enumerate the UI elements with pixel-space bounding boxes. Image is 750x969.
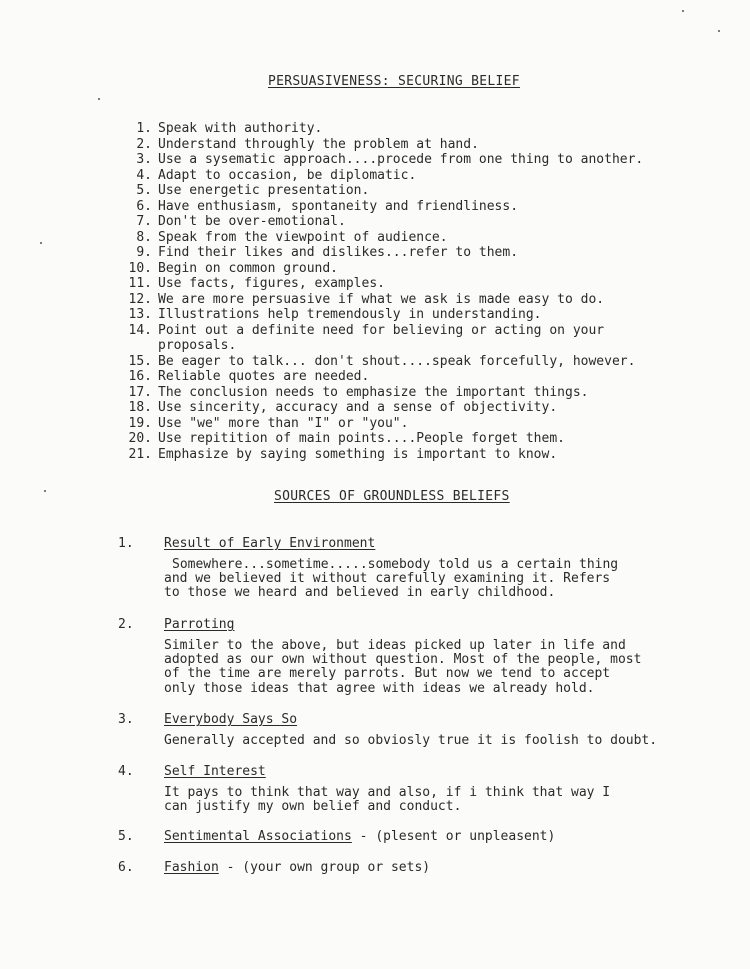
persuasiveness-title: PERSUASIVENESS: SECURING BELIEF — [268, 74, 520, 89]
scan-speck — [98, 98, 100, 100]
section-body — [164, 786, 744, 814]
section-heading-note: - (your own group or sets) — [218, 860, 431, 875]
section-body-line: It pays to think that way and also, if i think that way I — [164, 785, 611, 800]
list-item-number: 7. — [136, 214, 152, 229]
list-item-text: Be eager to talk... don't shout....speak forcefully, however. — [158, 353, 636, 369]
section-heading — [164, 712, 297, 727]
list-item-text: Begin on common ground. — [158, 260, 339, 276]
section-body — [164, 558, 744, 601]
list-item-text: Have enthusiasm, spontaneity and friendliness. — [158, 198, 519, 214]
section-heading-note: - (plesent or unpleasent) — [351, 829, 556, 844]
list-item — [104, 369, 744, 385]
list-item — [104, 447, 744, 463]
list-item-number: 20. — [128, 431, 152, 446]
section-heading-label: Everybody Says So — [164, 712, 298, 727]
list-item-number: 5. — [136, 183, 152, 198]
list-item-text: The conclusion needs to emphasize the important things. — [158, 384, 589, 400]
list-item-number: 13. — [128, 307, 152, 322]
list-item-number: 14. — [128, 322, 152, 338]
groundless-beliefs-title: SOURCES OF GROUNDLESS BELIEFS — [274, 489, 510, 504]
list-item — [104, 230, 744, 246]
list-item-text: proposals. — [158, 338, 237, 353]
list-item — [104, 199, 744, 215]
list-item-number: 6. — [136, 198, 152, 214]
section-number: 6. — [118, 860, 134, 875]
list-item — [104, 307, 744, 323]
list-item-text: Use facts, figures, examples. — [158, 276, 385, 291]
list-item-number: 8. — [136, 229, 152, 245]
list-item — [104, 183, 744, 199]
list-item — [104, 152, 744, 168]
section-number: 3. — [118, 712, 134, 727]
list-item-number: 4. — [136, 167, 152, 183]
list-item — [104, 338, 744, 354]
section-body-line: adopted as our own without question. Most of the people, most — [164, 652, 642, 668]
section-heading-label: Result of Early Environment — [164, 536, 376, 551]
list-item — [104, 323, 744, 339]
list-item-number: 17. — [128, 384, 152, 400]
list-item — [104, 121, 744, 137]
list-item-number: 3. — [136, 152, 152, 167]
section-body — [164, 639, 744, 696]
list-item — [104, 276, 744, 292]
list-item-text: Emphasize by saying something is important to know. — [158, 446, 558, 462]
section-heading — [164, 829, 555, 844]
list-item-text: Use a sysematic approach....procede from one thing to another. — [158, 152, 644, 167]
list-item-number: 18. — [128, 400, 152, 415]
section-heading — [164, 536, 375, 551]
list-item — [104, 354, 744, 370]
list-item-number: 10. — [128, 260, 152, 276]
list-item-text: Point out a definite need for believing or acting on your — [158, 322, 605, 338]
list-item — [104, 292, 744, 308]
section-heading — [164, 860, 430, 875]
section-body-line: only those ideas that agree with ideas we already hold. — [164, 680, 595, 696]
section-body-line: Similer to the above, but ideas picked up later in life and — [164, 638, 626, 653]
section-body-line: Generally accepted and so obviosly true it is foolish to doubt. — [164, 733, 658, 748]
list-item — [104, 416, 744, 432]
section-body-line: to those we heard and believed in early childhood. — [164, 585, 556, 601]
list-item-text: Find their likes and dislikes...refer to them. — [158, 245, 519, 260]
list-item — [104, 137, 744, 153]
section-number: 4. — [118, 764, 134, 779]
list-item-text: Speak from the viewpoint of audience. — [158, 229, 448, 245]
scan-speck — [40, 242, 42, 244]
list-item-text: Use "we" more than "I" or "you". — [158, 415, 409, 431]
section-heading-label: Sentimental Associations — [164, 829, 352, 844]
section-number: 2. — [118, 617, 134, 632]
list-item-number: 2. — [136, 136, 152, 152]
scan-speck — [718, 30, 720, 32]
list-item-number: 21. — [128, 446, 152, 462]
section-heading-label: Fashion — [164, 860, 219, 875]
list-item-number: 9. — [136, 245, 152, 260]
section-heading — [164, 764, 266, 779]
section-body-line: can justify my own belief and conduct. — [164, 799, 462, 815]
list-item-number: 11. — [128, 276, 152, 291]
scan-speck — [44, 490, 46, 492]
section-heading-label: Self Interest — [164, 764, 266, 779]
list-item — [104, 385, 744, 401]
list-item-number: 12. — [128, 291, 152, 307]
list-item — [104, 400, 744, 416]
list-item — [104, 245, 744, 261]
section-heading — [164, 617, 234, 632]
section-body-line: and we believed it without carefully examining it. Refers — [164, 571, 611, 587]
list-item-text: Use sincerity, accuracy and a sense of objectivity. — [158, 400, 558, 415]
section-heading-label: Parroting — [164, 617, 235, 632]
list-item-text: Use energetic presentation. — [158, 183, 370, 198]
list-item-text: Use repitition of main points....People forget them. — [158, 431, 565, 446]
scan-speck — [682, 10, 684, 12]
list-item-text: Understand throughly the problem at hand. — [158, 136, 479, 152]
section-body-line: of the time are merely parrots. But now we tend to accept — [164, 666, 611, 682]
list-item-text: Don't be over-emotional. — [158, 214, 346, 229]
section-number: 5. — [118, 829, 134, 844]
list-item-number: 16. — [128, 369, 152, 384]
list-item-text: We are more persuasive if what we ask is made easy to do. — [158, 291, 605, 307]
list-item-text: Illustrations help tremendously in understanding. — [158, 307, 542, 322]
list-item-number: 19. — [128, 415, 152, 431]
section-body — [164, 734, 744, 748]
list-item-text: Adapt to occasion, be diplomatic. — [158, 167, 417, 183]
section-number: 1. — [118, 536, 134, 551]
list-item — [104, 431, 744, 447]
list-item-number: 1. — [136, 121, 152, 136]
list-item-text: Speak with authority. — [158, 121, 323, 136]
list-item-text: Reliable quotes are needed. — [158, 369, 370, 384]
list-item-number: 15. — [128, 353, 152, 369]
section-body-line: Somewhere...sometime.....somebody told us a certain thing — [172, 557, 619, 572]
list-item — [104, 261, 744, 277]
list-item — [104, 168, 744, 184]
list-item — [104, 214, 744, 230]
persuasiveness-list — [104, 121, 744, 462]
